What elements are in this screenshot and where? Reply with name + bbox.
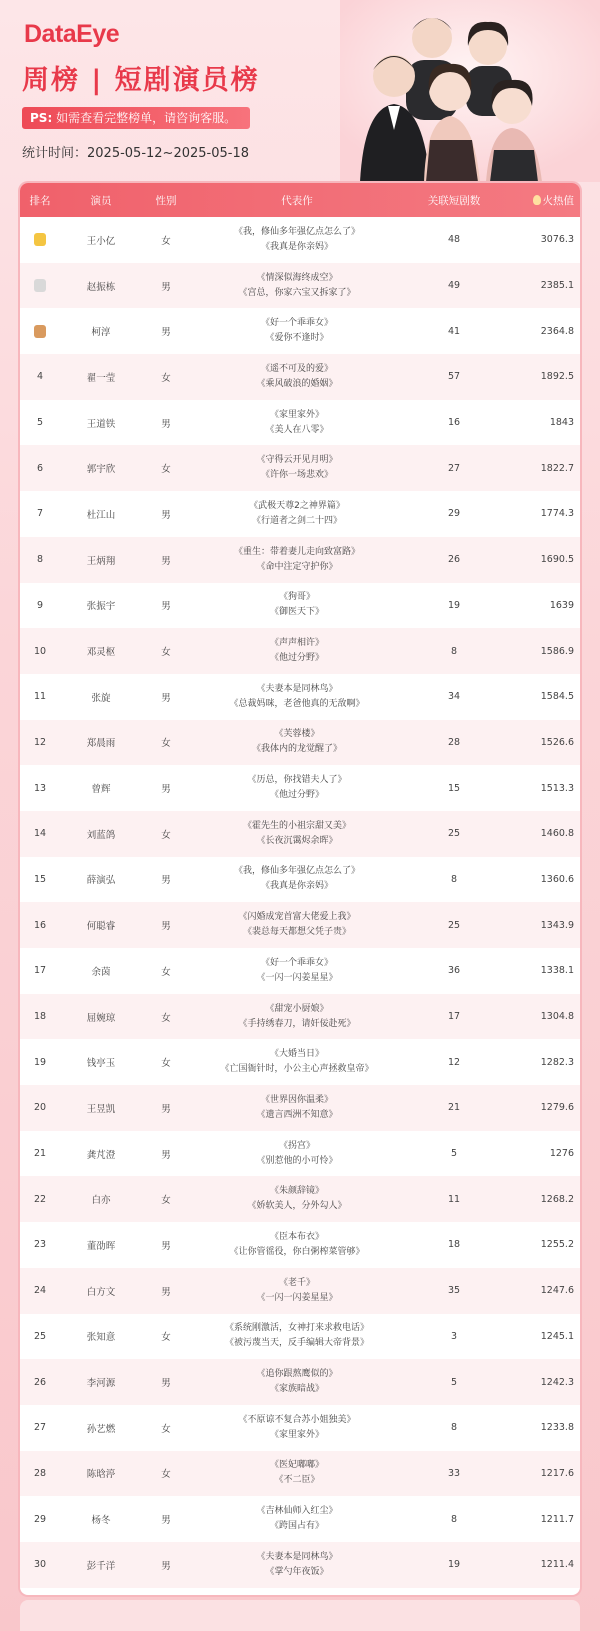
heat-value: 1217.6 bbox=[540, 1467, 574, 1479]
heat-value: 1690.5 bbox=[540, 554, 574, 566]
rank-medal-cell bbox=[20, 233, 60, 246]
related-drama-count: 3 bbox=[450, 1330, 458, 1342]
actor-name: 刘蓝鸽 bbox=[86, 829, 116, 841]
representative-works bbox=[190, 316, 404, 346]
heat-value: 1247.6 bbox=[540, 1285, 574, 1297]
work-title: 《裴总每天都想父凭子贵》 bbox=[242, 927, 351, 938]
heat-value: 1360.6 bbox=[540, 873, 574, 885]
table-row bbox=[20, 674, 580, 720]
related-drama-count: 29 bbox=[447, 508, 461, 520]
rank-cell: 17 bbox=[33, 965, 47, 977]
representative-works bbox=[190, 408, 404, 438]
header-count: 关联短剧数 bbox=[427, 194, 481, 207]
work-title: 《霍先生的小祖宗甜又美》 bbox=[242, 820, 351, 831]
heat-value: 1211.4 bbox=[540, 1559, 574, 1571]
rank-cell: 14 bbox=[33, 828, 47, 840]
table-row bbox=[20, 1268, 580, 1314]
heat-value: 1255.2 bbox=[540, 1239, 574, 1251]
brand-logo: DataEye bbox=[24, 20, 120, 48]
heat-value: 1276 bbox=[549, 1148, 574, 1160]
footer-bar bbox=[20, 1600, 580, 1631]
work-title: 《家里家外》 bbox=[269, 1429, 324, 1440]
table-row bbox=[20, 1405, 580, 1451]
table-row bbox=[20, 1496, 580, 1542]
work-title: 《别惹他的小可怜》 bbox=[256, 1155, 338, 1166]
rank-cell: 6 bbox=[36, 462, 44, 474]
heat-value: 1822.7 bbox=[540, 462, 574, 474]
rank-cell: 13 bbox=[33, 782, 47, 794]
medal-icon bbox=[34, 279, 46, 292]
actor-name: 杨冬 bbox=[91, 1515, 111, 1527]
work-title: 《家族暗战》 bbox=[269, 1384, 324, 1395]
work-title: 《守得云开见月明》 bbox=[256, 455, 338, 466]
actor-name: 郑晨雨 bbox=[86, 738, 116, 750]
related-drama-count: 48 bbox=[447, 234, 461, 246]
table-row bbox=[20, 1131, 580, 1177]
work-title: 《他过分野》 bbox=[269, 653, 324, 664]
related-drama-count: 41 bbox=[447, 325, 461, 337]
actor-name: 翟一莹 bbox=[86, 372, 116, 384]
rank-cell: 12 bbox=[33, 736, 47, 748]
table-row bbox=[20, 445, 580, 491]
work-title: 《让你管徭役，你白粥榨菜管够》 bbox=[229, 1246, 365, 1257]
table-row bbox=[20, 1451, 580, 1497]
representative-works bbox=[190, 1413, 404, 1443]
work-title: 《追你跟熬鹰似的》 bbox=[256, 1369, 338, 1380]
header-rank: 排名 bbox=[29, 194, 51, 207]
actor-name: 薛演弘 bbox=[86, 875, 116, 887]
work-title: 《不二臣》 bbox=[274, 1475, 320, 1486]
heat-value: 1843 bbox=[549, 417, 574, 429]
related-drama-count: 19 bbox=[447, 599, 461, 611]
rank-cell: 9 bbox=[36, 599, 44, 611]
heat-value: 2385.1 bbox=[540, 280, 574, 292]
work-title: 《我真是你亲妈》 bbox=[260, 241, 333, 252]
actor-name: 杜江山 bbox=[86, 509, 116, 521]
representative-works bbox=[190, 1184, 404, 1214]
work-title: 《我真是你亲妈》 bbox=[260, 881, 333, 892]
work-title: 《朱颜辞镜》 bbox=[269, 1186, 324, 1197]
table-row bbox=[20, 583, 580, 629]
rank-cell: 10 bbox=[33, 645, 47, 657]
rank-medal-cell bbox=[20, 279, 60, 292]
actor-gender: 女 bbox=[161, 1058, 171, 1070]
actor-gender: 女 bbox=[161, 738, 171, 750]
related-drama-count: 16 bbox=[447, 417, 461, 429]
medal-icon bbox=[34, 325, 46, 338]
representative-works bbox=[190, 864, 404, 894]
work-title: 《大婚当日》 bbox=[269, 1049, 324, 1060]
actor-gender: 男 bbox=[161, 1103, 171, 1115]
representative-works bbox=[190, 636, 404, 666]
stat-period: 统计时间：2025-05-12~2025-05-18 bbox=[22, 146, 249, 161]
heat-value: 1526.6 bbox=[540, 736, 574, 748]
heat-value: 1460.8 bbox=[540, 828, 574, 840]
work-title: 《亡国衙针时，小公主心声拯救皇帝》 bbox=[220, 1064, 374, 1075]
representative-works bbox=[190, 682, 404, 712]
work-title: 《声声相许》 bbox=[269, 638, 324, 649]
related-drama-count: 27 bbox=[447, 462, 461, 474]
header-heat bbox=[504, 193, 580, 208]
actor-gender: 女 bbox=[161, 1469, 171, 1481]
table-row bbox=[20, 1222, 580, 1268]
work-title: 《甜宠小厨娘》 bbox=[265, 1003, 329, 1014]
rank-cell: 19 bbox=[33, 1056, 47, 1068]
table-row bbox=[20, 1359, 580, 1405]
heat-value: 1513.3 bbox=[540, 782, 574, 794]
work-title: 《臣本布衣》 bbox=[269, 1231, 324, 1242]
rank-medal-cell bbox=[20, 325, 60, 338]
rank-cell: 18 bbox=[33, 1011, 47, 1023]
representative-works bbox=[190, 956, 404, 986]
table-header bbox=[20, 183, 580, 217]
work-title: 《行道者之剑二十四》 bbox=[251, 515, 342, 526]
related-drama-count: 11 bbox=[447, 1193, 461, 1205]
representative-works bbox=[190, 1139, 404, 1169]
rank-cell: 30 bbox=[33, 1559, 47, 1571]
heat-value: 1584.5 bbox=[540, 691, 574, 703]
actor-gender: 男 bbox=[161, 327, 171, 339]
actor-gender: 男 bbox=[161, 1560, 171, 1572]
heat-value: 1211.7 bbox=[540, 1513, 574, 1525]
representative-works bbox=[190, 271, 404, 301]
medal-icon bbox=[34, 233, 46, 246]
work-title: 《爱你不逢时》 bbox=[265, 333, 329, 344]
actor-name: 陈晗渟 bbox=[86, 1469, 116, 1481]
table-row bbox=[20, 1542, 580, 1588]
related-drama-count: 12 bbox=[447, 1056, 461, 1068]
work-title: 《历总，你找错夫人了》 bbox=[247, 775, 347, 786]
actor-name: 郭宇欣 bbox=[86, 464, 116, 476]
work-title: 《拐宫》 bbox=[278, 1140, 315, 1151]
representative-works bbox=[190, 1093, 404, 1123]
rank-cell: 23 bbox=[33, 1239, 47, 1251]
heat-value: 1242.3 bbox=[540, 1376, 574, 1388]
related-drama-count: 19 bbox=[447, 1559, 461, 1571]
actor-name: 曾辉 bbox=[91, 784, 111, 796]
actor-gender: 男 bbox=[161, 692, 171, 704]
related-drama-count: 18 bbox=[447, 1239, 461, 1251]
representative-works bbox=[190, 773, 404, 803]
table-body bbox=[20, 217, 580, 1588]
work-title: 《好一个乖乖女》 bbox=[260, 957, 333, 968]
actor-gender: 男 bbox=[161, 555, 171, 567]
header-gender: 性别 bbox=[155, 194, 177, 207]
actor-gender: 男 bbox=[161, 784, 171, 796]
actor-gender: 女 bbox=[161, 647, 171, 659]
work-title: 《芙蓉楼》 bbox=[274, 729, 320, 740]
representative-works bbox=[190, 590, 404, 620]
heat-value: 1774.3 bbox=[540, 508, 574, 520]
work-title: 《御医天下》 bbox=[269, 607, 324, 618]
work-title: 《长夜沉霭烬余晖》 bbox=[256, 835, 338, 846]
heat-value: 1338.1 bbox=[540, 965, 574, 977]
work-title: 《被污蔑当天，反手编辑大帝背景》 bbox=[224, 1338, 369, 1349]
work-title: 《系统刚激活，女神打来求救电话》 bbox=[224, 1323, 369, 1334]
work-title: 《家里家外》 bbox=[269, 409, 324, 420]
header bbox=[0, 0, 600, 180]
table-row bbox=[20, 308, 580, 354]
work-title: 《老千》 bbox=[278, 1277, 315, 1288]
heat-value: 1304.8 bbox=[540, 1011, 574, 1023]
work-title: 《医妃嘟嘟》 bbox=[269, 1460, 324, 1471]
ranking-table bbox=[20, 183, 580, 1595]
related-drama-count: 49 bbox=[447, 280, 461, 292]
work-title: 《遥不可及的爱》 bbox=[260, 363, 333, 374]
actor-gender: 女 bbox=[161, 464, 171, 476]
table-row bbox=[20, 217, 580, 263]
header-works: 代表作 bbox=[281, 194, 313, 207]
rank-cell: 24 bbox=[33, 1285, 47, 1297]
work-title: 《娇软美人，分外勾人》 bbox=[247, 1201, 347, 1212]
work-title: 《跨国占有》 bbox=[269, 1521, 324, 1532]
actor-name: 屈婉琼 bbox=[86, 1012, 116, 1024]
representative-works bbox=[190, 910, 404, 940]
actor-name: 邓灵枢 bbox=[86, 647, 116, 659]
actor-gender: 女 bbox=[161, 372, 171, 384]
work-title: 《总裁妈咪，老爸他真的无敌啊》 bbox=[229, 698, 365, 709]
work-title: 《吉林仙师入红尘》 bbox=[256, 1506, 338, 1517]
heat-value: 1343.9 bbox=[540, 919, 574, 931]
related-drama-count: 28 bbox=[447, 736, 461, 748]
table-row bbox=[20, 354, 580, 400]
table-row bbox=[20, 948, 580, 994]
flame-icon bbox=[533, 195, 541, 205]
work-title: 《一闪一闪姜星星》 bbox=[256, 1292, 338, 1303]
ps-notice bbox=[22, 107, 250, 129]
actor-name: 柯淳 bbox=[91, 327, 111, 339]
work-title: 《他过分野》 bbox=[269, 790, 324, 801]
work-title: 《世界因你温柔》 bbox=[260, 1094, 333, 1105]
actor-name: 张知意 bbox=[86, 1332, 116, 1344]
work-title: 《不原谅不复合苏小姐独美》 bbox=[238, 1414, 356, 1425]
representative-works bbox=[190, 499, 404, 529]
heat-value: 1892.5 bbox=[540, 371, 574, 383]
actor-gender: 男 bbox=[161, 1378, 171, 1390]
actor-name: 白亦 bbox=[91, 1195, 111, 1207]
related-drama-count: 33 bbox=[447, 1467, 461, 1479]
actor-name: 董劭晖 bbox=[86, 1240, 116, 1252]
representative-works bbox=[190, 1458, 404, 1488]
work-title: 《武极天尊2之神界篇》 bbox=[249, 500, 345, 511]
actor-gender: 男 bbox=[161, 418, 171, 430]
representative-works bbox=[190, 1321, 404, 1351]
representative-works bbox=[190, 1504, 404, 1534]
table-row bbox=[20, 765, 580, 811]
actor-name: 何聪睿 bbox=[86, 921, 116, 933]
representative-works bbox=[190, 453, 404, 483]
actor-gender: 男 bbox=[161, 1240, 171, 1252]
rank-cell: 20 bbox=[33, 1102, 47, 1114]
actor-gender: 女 bbox=[161, 1012, 171, 1024]
related-drama-count: 25 bbox=[447, 919, 461, 931]
actor-name: 彭千洋 bbox=[86, 1560, 116, 1572]
representative-works bbox=[190, 225, 404, 255]
related-drama-count: 21 bbox=[447, 1102, 461, 1114]
actor-name: 王小亿 bbox=[86, 235, 116, 247]
work-title: 《许你一场悲欢》 bbox=[260, 470, 333, 481]
related-drama-count: 15 bbox=[447, 782, 461, 794]
actor-gender: 男 bbox=[161, 601, 171, 613]
actor-name: 赵振栋 bbox=[86, 281, 116, 293]
heat-value: 1233.8 bbox=[540, 1422, 574, 1434]
table-row bbox=[20, 1039, 580, 1085]
heat-value: 1282.3 bbox=[540, 1056, 574, 1068]
related-drama-count: 36 bbox=[447, 965, 461, 977]
work-title: 《命中注定守护你》 bbox=[256, 561, 338, 572]
heat-value: 2364.8 bbox=[540, 325, 574, 337]
table-row bbox=[20, 994, 580, 1040]
rank-cell: 4 bbox=[36, 371, 44, 383]
rank-cell: 5 bbox=[36, 417, 44, 429]
representative-works bbox=[190, 1047, 404, 1077]
rank-cell: 27 bbox=[33, 1422, 47, 1434]
table-row bbox=[20, 628, 580, 674]
related-drama-count: 25 bbox=[447, 828, 461, 840]
actor-name: 张旋 bbox=[91, 692, 111, 704]
work-title: 《我，修仙多年强亿点怎么了》 bbox=[233, 226, 360, 237]
rank-cell: 16 bbox=[33, 919, 47, 931]
rank-cell: 7 bbox=[36, 508, 44, 520]
work-title: 《我，修仙多年强亿点怎么了》 bbox=[233, 866, 360, 877]
work-title: 《遗言西洲不知意》 bbox=[256, 1109, 338, 1120]
actor-name: 龚芃澄 bbox=[86, 1149, 116, 1161]
actor-gender: 男 bbox=[161, 921, 171, 933]
work-title: 《情深似海终成空》 bbox=[256, 272, 338, 283]
table-row bbox=[20, 400, 580, 446]
rank-cell: 29 bbox=[33, 1513, 47, 1525]
table-row bbox=[20, 720, 580, 766]
heat-value: 1279.6 bbox=[540, 1102, 574, 1114]
representative-works bbox=[190, 1230, 404, 1260]
table-row bbox=[20, 857, 580, 903]
related-drama-count: 8 bbox=[450, 1422, 458, 1434]
work-title: 《狗哥》 bbox=[278, 592, 315, 603]
related-drama-count: 5 bbox=[450, 1148, 458, 1160]
page-title: 周榜 | 短剧演员榜 bbox=[22, 65, 260, 96]
heat-value: 1268.2 bbox=[540, 1193, 574, 1205]
rank-cell: 25 bbox=[33, 1330, 47, 1342]
representative-works bbox=[190, 1002, 404, 1032]
table-row bbox=[20, 1085, 580, 1131]
work-title: 《手持绣春刀，请奸佞赴死》 bbox=[238, 1018, 356, 1029]
work-title: 《好一个乖乖女》 bbox=[260, 318, 333, 329]
related-drama-count: 35 bbox=[447, 1285, 461, 1297]
work-title: 《闪婚成宠首富大佬爱上我》 bbox=[238, 912, 356, 923]
rank-cell: 28 bbox=[33, 1467, 47, 1479]
table-row bbox=[20, 1314, 580, 1360]
table-row bbox=[20, 537, 580, 583]
actor-name: 李河源 bbox=[86, 1378, 116, 1390]
actor-gender: 男 bbox=[161, 875, 171, 887]
rank-cell: 15 bbox=[33, 873, 47, 885]
table-row bbox=[20, 1176, 580, 1222]
actor-gender: 男 bbox=[161, 281, 171, 293]
related-drama-count: 8 bbox=[450, 645, 458, 657]
work-title: 《宫总，你家六宝又拆家了》 bbox=[238, 287, 356, 298]
actor-name: 王昱凯 bbox=[86, 1103, 116, 1115]
representative-works bbox=[190, 1550, 404, 1580]
representative-works bbox=[190, 727, 404, 757]
header-name: 演员 bbox=[90, 194, 112, 207]
actor-gender: 女 bbox=[161, 966, 171, 978]
work-title: 《美人在八零》 bbox=[265, 424, 329, 435]
representative-works bbox=[190, 1276, 404, 1306]
rank-cell: 22 bbox=[33, 1193, 47, 1205]
heat-value: 1245.1 bbox=[540, 1330, 574, 1342]
ps-tag: PS: bbox=[30, 111, 53, 125]
actor-name: 孙艺燃 bbox=[86, 1423, 116, 1435]
related-drama-count: 8 bbox=[450, 1513, 458, 1525]
representative-works bbox=[190, 362, 404, 392]
actor-name: 余茵 bbox=[91, 966, 111, 978]
representative-works bbox=[190, 1367, 404, 1397]
work-title: 《我体内的龙觉醒了》 bbox=[251, 744, 342, 755]
work-title: 《乘风破浪的婚姻》 bbox=[256, 378, 338, 389]
work-title: 《一闪一闪姜星星》 bbox=[256, 972, 338, 983]
actor-gender: 男 bbox=[161, 1149, 171, 1161]
actor-gender: 女 bbox=[161, 1195, 171, 1207]
actor-name: 王道铁 bbox=[86, 418, 116, 430]
related-drama-count: 8 bbox=[450, 873, 458, 885]
work-title: 《重生：带着妻儿走向致富路》 bbox=[233, 546, 360, 557]
actors-photo bbox=[340, 0, 600, 182]
ps-text: 如需查看完整榜单，请咨询客服。 bbox=[52, 111, 237, 125]
actor-name: 张振宇 bbox=[86, 601, 116, 613]
actor-gender: 男 bbox=[161, 1286, 171, 1298]
actor-name: 钱亭玉 bbox=[86, 1058, 116, 1070]
related-drama-count: 17 bbox=[447, 1011, 461, 1023]
work-title: 《夫妻本是同林鸟》 bbox=[256, 683, 338, 694]
representative-works bbox=[190, 819, 404, 849]
table-row bbox=[20, 811, 580, 857]
related-drama-count: 5 bbox=[450, 1376, 458, 1388]
table-row bbox=[20, 491, 580, 537]
rank-cell: 26 bbox=[33, 1376, 47, 1388]
actor-gender: 女 bbox=[161, 235, 171, 247]
header-heat-label: 火热值 bbox=[542, 194, 574, 207]
actor-gender: 女 bbox=[161, 1332, 171, 1344]
work-title: 《夫妻本是同林鸟》 bbox=[256, 1551, 338, 1562]
actor-name: 王炳翔 bbox=[86, 555, 116, 567]
rank-cell: 21 bbox=[33, 1148, 47, 1160]
heat-value: 3076.3 bbox=[540, 234, 574, 246]
actor-name: 白方文 bbox=[86, 1286, 116, 1298]
actor-gender: 女 bbox=[161, 829, 171, 841]
work-title: 《掌勺年夜饭》 bbox=[265, 1566, 329, 1577]
heat-value: 1586.9 bbox=[540, 645, 574, 657]
actor-gender: 男 bbox=[161, 509, 171, 521]
table-row bbox=[20, 263, 580, 309]
rank-cell: 8 bbox=[36, 554, 44, 566]
actor-gender: 男 bbox=[161, 1515, 171, 1527]
heat-value: 1639 bbox=[549, 599, 574, 611]
rank-cell: 11 bbox=[33, 691, 47, 703]
representative-works bbox=[190, 545, 404, 575]
related-drama-count: 26 bbox=[447, 554, 461, 566]
related-drama-count: 34 bbox=[447, 691, 461, 703]
actor-gender: 女 bbox=[161, 1423, 171, 1435]
table-row bbox=[20, 902, 580, 948]
related-drama-count: 57 bbox=[447, 371, 461, 383]
